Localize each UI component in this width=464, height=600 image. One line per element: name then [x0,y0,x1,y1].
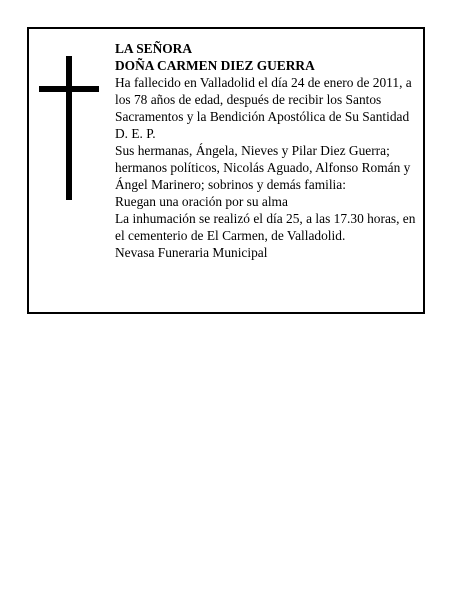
burial-details: La inhumación se realizó el día 25, a las 17.30 horas, en el cementerio de El Carmen, de Valladolid. [115,211,416,243]
funeral-home: Nevasa Funeraria Municipal [115,245,268,260]
rip-line: D. E. P. [115,126,156,141]
deceased-name: DOÑA CARMEN DIEZ GUERRA [115,58,315,73]
cross-horizontal-bar [39,86,99,92]
cross-vertical-bar [66,56,72,200]
death-announcement: Ha fallecido en Valladolid el día 24 de enero de 2011, a los 78 años de edad, después de recibir los Santos Sacramentos y la Bendición Apostólica de Su Santidad [115,75,412,124]
notice-text-block [115,40,423,261]
family-list: Sus hermanas, Ángela, Nieves y Pilar Diez Guerra; hermanos políticos, Nicolás Aguado, Alfonso Román y Ángel Marinero; sobrinos y demás familia: [115,143,411,192]
obituary-notice [27,27,425,314]
prayer-request: Ruegan una oración por su alma [115,194,288,209]
latin-cross-icon [39,56,99,200]
notice-title: LA SEÑORA [115,41,193,56]
